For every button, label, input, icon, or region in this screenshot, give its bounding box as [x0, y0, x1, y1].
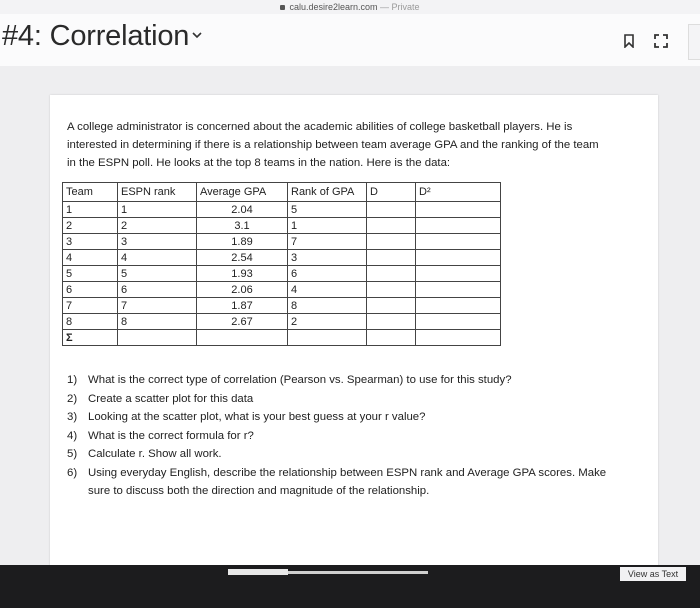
table-cell [416, 266, 501, 282]
data-table [62, 182, 501, 346]
table-cell [367, 250, 416, 266]
table-cell: 6 [288, 266, 367, 282]
table-cell: 7 [118, 298, 197, 314]
table-cell: D [367, 183, 416, 202]
table-cell: 3 [118, 234, 197, 250]
question-number: 4) [67, 429, 78, 442]
question-text: Create a scatter plot for this data [88, 392, 254, 405]
table-cell: Rank of GPA [288, 183, 367, 202]
table-header-row [63, 183, 501, 202]
table-row [63, 314, 501, 330]
table-cell: 2.67 [197, 314, 288, 330]
table-cell: 3 [288, 250, 367, 266]
table-cell [416, 298, 501, 314]
expand-icon[interactable] [654, 34, 668, 48]
question-number: 5) [67, 448, 78, 460]
table-row [63, 266, 501, 282]
table-cell: 1 [63, 202, 118, 218]
table-cell: Σ [63, 330, 118, 346]
page-slider-thumb[interactable] [228, 569, 288, 575]
table-cell [367, 234, 416, 250]
table-cell: 8 [288, 298, 367, 314]
table-cell: 2.54 [197, 250, 288, 266]
table-cell [416, 314, 501, 330]
table-cell: 6 [118, 282, 197, 298]
table-cell: Team [63, 183, 118, 202]
table-cell [118, 330, 197, 346]
document-page [50, 95, 658, 595]
question-item [67, 464, 627, 501]
view-as-text-button[interactable]: View as Text [620, 567, 686, 581]
table-cell [416, 282, 501, 298]
table-cell: 1.93 [197, 266, 288, 282]
table-row [63, 282, 501, 298]
question-number: 3) [67, 411, 78, 423]
question-item [67, 390, 627, 409]
question-item [67, 427, 627, 446]
table-cell [367, 330, 416, 346]
url-text: calu.desire2learn.com [289, 2, 378, 12]
table-cell [416, 330, 501, 346]
table-cell: 4 [288, 282, 367, 298]
table-cell: 5 [288, 202, 367, 218]
question-item [67, 445, 627, 464]
table-cell: D² [416, 183, 501, 202]
table-sum-row [63, 330, 501, 346]
table-cell [197, 330, 288, 346]
table-cell [367, 298, 416, 314]
table-cell: Average GPA [197, 183, 288, 202]
table-cell: 2 [288, 314, 367, 330]
table-cell: ESPN rank [118, 183, 197, 202]
question-list [67, 371, 627, 501]
page-title: #4: Correlation [2, 20, 190, 52]
question-text: What is the correct formula for r? [88, 429, 254, 442]
table-cell: 3.1 [197, 218, 288, 234]
table-cell [367, 266, 416, 282]
table-cell: 1 [288, 218, 367, 234]
table-cell [416, 202, 501, 218]
table-row [63, 218, 501, 234]
question-number: 6) [67, 466, 78, 479]
table-row [63, 234, 501, 250]
table-cell: 7 [63, 298, 118, 314]
table-cell: 7 [288, 234, 367, 250]
question-text: What is the correct type of correlation (Pearson vs. Spearman) to use for this study? [88, 374, 512, 386]
table-cell: 5 [63, 266, 118, 282]
table-cell [367, 282, 416, 298]
table-row [63, 298, 501, 314]
side-panel-edge[interactable] [688, 24, 700, 60]
table-cell: 1 [118, 202, 197, 218]
bookmark-icon[interactable] [624, 34, 634, 48]
table-cell: 5 [118, 266, 197, 282]
table-cell: 3 [63, 234, 118, 250]
question-text: Using everyday English, describe the relationship between ESPN rank and Average GPA scores. Make sure to discuss both the direction and magnitude of the relationship. [88, 466, 607, 497]
question-text: Calculate r. Show all work. [88, 448, 222, 460]
table-cell: 2 [118, 218, 197, 234]
question-item [67, 408, 627, 427]
table-cell: 2 [63, 218, 118, 234]
private-label: Private [391, 2, 420, 12]
lock-icon [280, 5, 285, 10]
table-cell: 2.04 [197, 202, 288, 218]
table-cell: 4 [118, 250, 197, 266]
table-cell [288, 330, 367, 346]
chevron-down-icon[interactable] [192, 30, 202, 40]
table-cell: 1.89 [197, 234, 288, 250]
table-cell: 8 [118, 314, 197, 330]
table-cell: 2.06 [197, 282, 288, 298]
page-header [0, 14, 700, 66]
question-number: 2) [67, 392, 78, 405]
table-row [63, 250, 501, 266]
question-text: Looking at the scatter plot, what is your best guess at your r value? [88, 411, 426, 423]
table-cell: 6 [63, 282, 118, 298]
table-cell [367, 314, 416, 330]
table-cell [367, 218, 416, 234]
table-cell: 1.87 [197, 298, 288, 314]
table-cell [416, 218, 501, 234]
bottom-toolbar [0, 565, 700, 608]
question-number: 1) [67, 374, 78, 386]
table-row [63, 202, 501, 218]
table-cell [416, 234, 501, 250]
intro-paragraph: A college administrator is concerned about the academic abilities of college basketball players. He is interested in determining if there is a relationship between team average GPA and the ranking of the team in the ESPN poll. He looks at the top 8 teams in the nation. Here is the data: [67, 121, 599, 169]
browser-address-bar[interactable] [0, 0, 700, 14]
question-item [67, 371, 627, 390]
table-cell [367, 202, 416, 218]
table-cell: 4 [63, 250, 118, 266]
table-cell [416, 250, 501, 266]
table-cell: 8 [63, 314, 118, 330]
url-separator: — [377, 2, 392, 12]
